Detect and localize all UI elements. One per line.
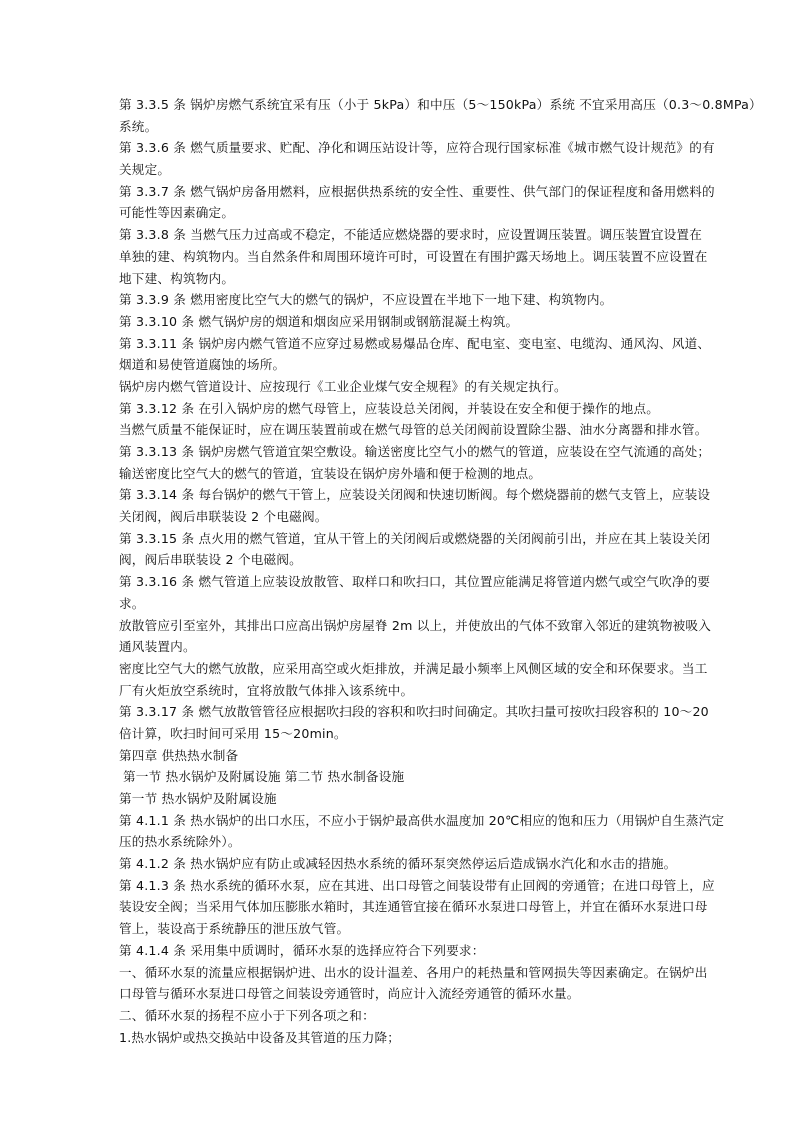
- text-line-3-3-17: 第 3.3.17 条 燃气放散管管径应根据吹扫段的容积和吹扫时间确定。其吹扫量可按吹扫段容积的 10～20: [119, 704, 709, 720]
- text-line: 锅炉房内燃气管道设计、应按现行《工业企业煤气安全规程》的有关规定执行。: [119, 378, 567, 394]
- text-line: 口母管与循环水泵进口母管之间装设旁通管时，尚应计入流经旁通管的循环水量。: [119, 986, 580, 1002]
- list-item-2: 二、循环水泵的扬程不应小于下列各项之和：: [119, 1007, 375, 1023]
- text-line: 烟道和易使管道腐蚀的场所。: [119, 357, 286, 373]
- text-line: 单独的建、构筑物内。当自然条件和周围环境许可时，可设置在有围护露天场地上。调压装置不应设置在: [119, 248, 708, 264]
- text-line: 压的热水系统除外）。: [119, 834, 241, 850]
- text-line: 地下建、构筑物内。: [119, 270, 235, 286]
- text-line-3-3-5: 第 3.3.5 条 锅炉房燃气系统宜采有压（小于 5kPa）和中压（5～150kPa）系统 不宜采用高压（0.3～0.8MPa）: [119, 97, 762, 112]
- text-line-3-3-12: 第 3.3.12 条 在引入锅炉房的燃气母管上，应装设总关闭阀，并装设在安全和便于操作的地点。: [119, 400, 660, 416]
- text-line-3-3-11: 第 3.3.11 条 锅炉房内燃气管道不应穿过易燃或易爆品仓库、配电室、变电室、电缆沟、通风沟、风道、: [119, 335, 711, 351]
- text-line: 可能性等因素确定。: [119, 205, 235, 221]
- text-line: 当燃气质量不能保证时，应在调压装置前或在燃气母管的总关闭阀前设置除尘器、油水分离器和排水管。: [119, 422, 708, 438]
- sub-list-item-1: 1.热水锅炉或热交换站中设备及其管道的压力降；: [119, 1029, 401, 1045]
- document-page: [119, 94, 762, 1048]
- text-line-4-1-2: 第 4.1.2 条 热水锅炉应有防止或减轻因热水系统的循环泵突然停运后造成锅水汽化和水击的措施。: [119, 856, 677, 872]
- text-line: 密度比空气大的燃气放散，应采用高空或火炬排放，并满足最小频率上风侧区域的安全和环保要求。当工: [119, 660, 708, 676]
- text-line: 装设安全阀；当采用气体加压膨胀水箱时，其连通管宜接在循环水泵进口母管上，并宜在循环水泵进口母: [119, 899, 708, 915]
- text-line-3-3-6: 第 3.3.6 条 燃气质量要求、贮配、净化和调压站设计等，应符合现行国家标准《城市燃气设计规范》的有: [119, 140, 715, 156]
- list-item-1: 一、循环水泵的流量应根据锅炉进、出水的设计温差、各用户的耗热量和管网损失等因素确定。在锅炉出: [119, 964, 708, 980]
- text-line: 关闭阀，阀后串联装设 2 个电磁阀。: [119, 509, 328, 525]
- text-line: 厂有火炬放空系统时，宜将放散气体排入该系统中。: [119, 682, 414, 698]
- text-line: 输送密度比空气大的燃气的管道，宜装设在锅炉房外墙和便于检测的地点。: [119, 465, 542, 481]
- text-line-4-1-4: 第 4.1.4 条 采用集中质调时，循环水泵的选择应符合下列要求：: [119, 942, 485, 958]
- text-line-4-1-3: 第 4.1.3 条 热水系统的循环水泵，应在其进、出口母管之间装设带有止回阀的旁通管；在进口母管上，应: [119, 877, 715, 893]
- text-line-3-3-7: 第 3.3.7 条 燃气锅炉房备用燃料，应根据供热系统的安全性、重要性、供气部门的保证程度和备用燃料的: [119, 183, 715, 199]
- text-line-3-3-8: 第 3.3.8 条 当燃气压力过高或不稳定，不能适应燃烧器的要求时，应设置调压装置。调压装置宜设置在: [119, 227, 702, 243]
- text-line: 关规定。: [119, 162, 171, 178]
- text-line: 阀，阀后串联装设 2 个电磁阀。: [119, 552, 302, 568]
- text-line: 系统。: [119, 118, 158, 134]
- text-line: 放散管应引至室外，其排出口应高出锅炉房屋脊 2m 以上，并使放出的气体不致窜入邻近的建筑物被吸入: [119, 617, 712, 633]
- text-line: 管上，装设高于系统静压的泄压放气管。: [119, 921, 350, 937]
- text-line-3-3-14: 第 3.3.14 条 每台锅炉的燃气干管上，应装设关闭阀和快速切断阀。每个燃烧器前的燃气支管上，应装设: [119, 487, 711, 503]
- text-line-3-3-9: 第 3.3.9 条 燃用密度比空气大的燃气的锅炉，不应设置在半地下一地下建、构筑物内。: [119, 292, 613, 308]
- section-heading: 第一节 热水锅炉及附属设施: [119, 791, 277, 806]
- text-line: 通风装置内。: [119, 639, 196, 655]
- text-line-3-3-13: 第 3.3.13 条 锅炉房燃气管道宜架空敷设。输送密度比空气小的燃气的管道，应装设在空气流通的高处；: [119, 444, 711, 459]
- text-line-3-3-16: 第 3.3.16 条 燃气管道上应装设放散管、取样口和吹扫口，其位置应能满足将管道内燃气或空气吹净的要: [119, 574, 711, 590]
- text-line: 倍计算，吹扫时间可采用 15～20min。: [119, 725, 347, 741]
- text-line: 求。: [119, 595, 145, 611]
- text-line-3-3-15: 第 3.3.15 条 点火用的燃气管道，宜从干管上的关闭阀后或燃烧器的关闭阀前引出，并应在其上装设关闭: [119, 530, 711, 546]
- text-line-3-3-10: 第 3.3.10 条 燃气锅炉房的烟道和烟囱应采用钢制或钢筋混凝土构筑。: [119, 313, 519, 329]
- text-line-4-1-1: 第 4.1.1 条 热水锅炉的出口水压，不应小于锅炉最高供水温度加 20℃相应的饱和压力（用锅炉自生蒸汽定: [119, 812, 725, 828]
- section-toc-line: 第一节 热水锅炉及附属设施 第二节 热水制备设施: [123, 769, 405, 785]
- chapter-heading: 第四章 供热热水制备: [119, 747, 239, 763]
